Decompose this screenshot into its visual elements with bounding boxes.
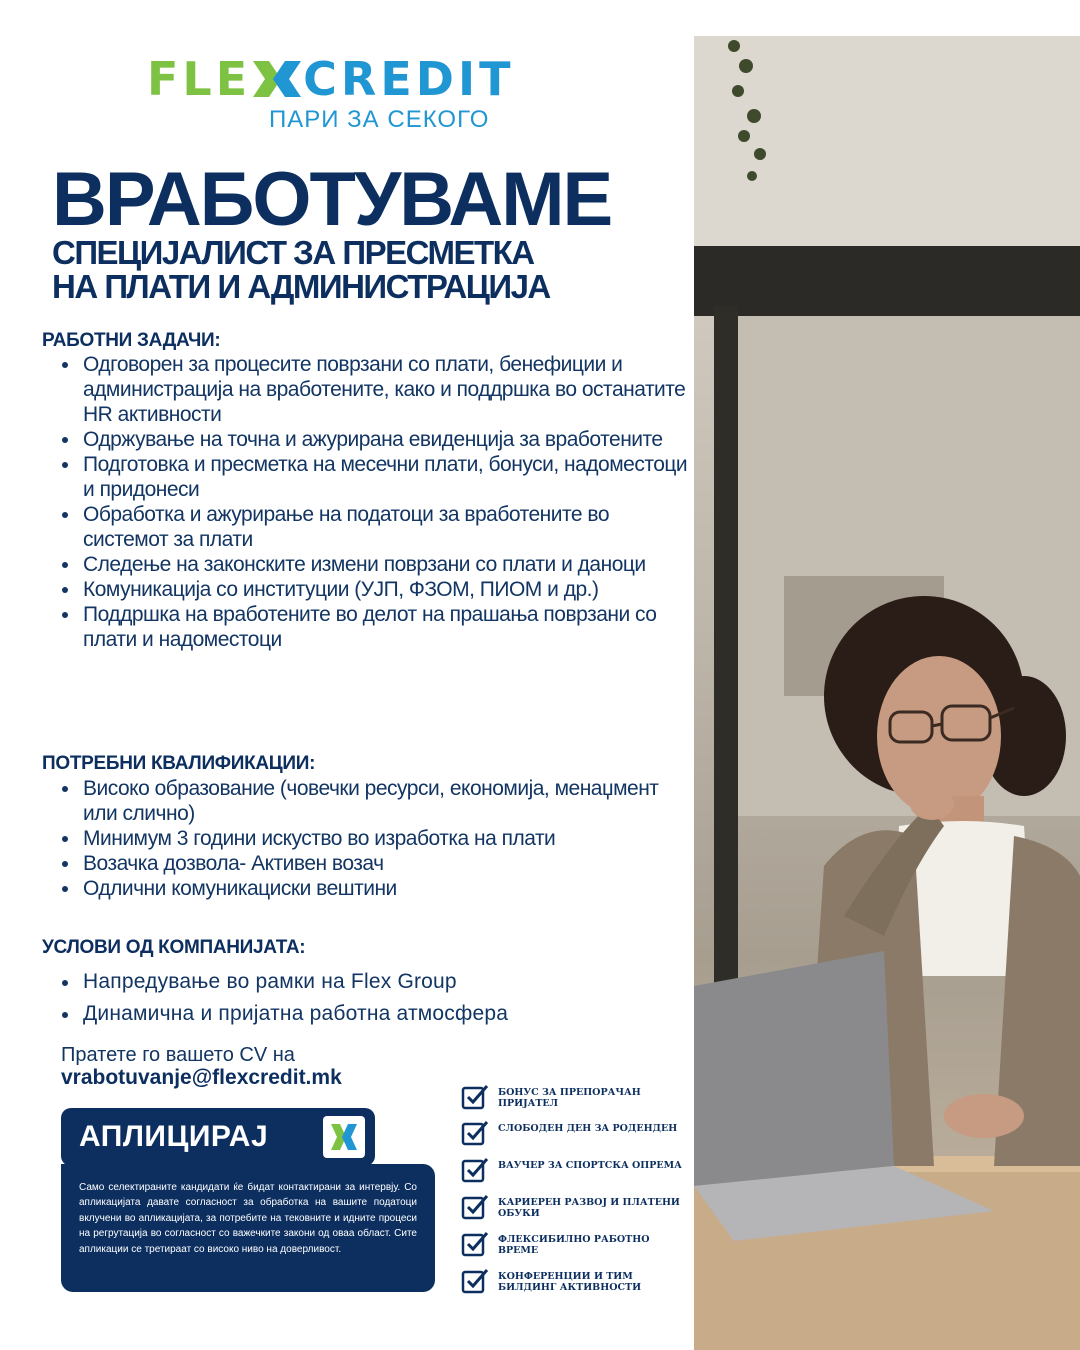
disclaimer-box bbox=[61, 1164, 435, 1292]
disclaimer-text: Само селектираните кандидати ќе бидат контактирани за интервју. Со апликацијата давате согласност за обработка на вашите податоци вклучени во апликацијата, за потребите на тековните и идните процеси на регрутација во согласност со важечките закони од оваа област. Сите апликации се третираат со високо ниво на доверливост. bbox=[79, 1182, 417, 1255]
flex-x-logo-icon bbox=[251, 59, 303, 99]
benefit-label: СЛОБОДЕН ДЕН ЗА РОДЕНДЕН bbox=[498, 1123, 678, 1134]
checkbox-check-icon bbox=[461, 1194, 489, 1220]
list-item: Одржување на точна и ажурирана евиденција за вработените bbox=[60, 427, 690, 452]
apply-button[interactable] bbox=[61, 1108, 375, 1166]
list-item: Динамична и пријатна работна атмосфера bbox=[60, 998, 690, 1030]
benefit-item bbox=[461, 1084, 691, 1118]
logo-wordmark bbox=[147, 52, 515, 106]
position-title-line1: СПЕЦИЈАЛИСТ ЗА ПРЕСМЕТКА bbox=[52, 234, 534, 271]
position-title-line2: НА ПЛАТИ И АДМИНИСТРАЦИЈА bbox=[52, 268, 550, 305]
woman-with-laptop-illustration bbox=[694, 36, 1080, 1350]
checkbox-check-icon bbox=[461, 1120, 489, 1146]
list-item: Напредување во рамки на Flex Group bbox=[60, 966, 690, 998]
logo-text-flex: FLE bbox=[147, 52, 252, 106]
list-item: Одговорен за процесите поврзани со плати, бенефиции и администрација на вработените, како и поддршка во останатите HR активности bbox=[60, 352, 690, 427]
tasks-list bbox=[60, 352, 690, 652]
benefit-item bbox=[461, 1120, 691, 1154]
apply-button-label: АПЛИЦИРАЈ bbox=[79, 1120, 269, 1153]
benefit-label: ФЛЕКСИБИЛНО РАБОТНО ВРЕМЕ bbox=[498, 1234, 650, 1256]
send-cv-text: Пратете го вашето CV на bbox=[61, 1044, 295, 1066]
checkbox-check-icon bbox=[461, 1084, 489, 1110]
office-photo bbox=[694, 36, 1080, 1350]
checkbox-check-icon bbox=[461, 1268, 489, 1294]
benefit-item bbox=[461, 1231, 691, 1265]
apply-logo-icon-box bbox=[323, 1116, 365, 1158]
list-item: Возачка дозвола- Активен возач bbox=[60, 851, 690, 876]
conditions-list bbox=[60, 966, 690, 1030]
benefit-label: БОНУС ЗА ПРЕПОРАЧАН ПРИЈАТЕЛ bbox=[498, 1087, 641, 1109]
list-item: Комуникација со институции (УЈП, ФЗОМ, ПИОМ и др.) bbox=[60, 577, 690, 602]
benefit-label: КОНФЕРЕНЦИИ И ТИМ БИЛДИНГ АКТИВНОСТИ bbox=[498, 1271, 642, 1293]
benefit-label: КАРИЕРЕН РАЗВОЈ И ПЛАТЕНИ ОБУКИ bbox=[498, 1197, 680, 1219]
benefit-item bbox=[461, 1157, 691, 1191]
logo-text-credit: CREDIT bbox=[303, 52, 515, 106]
list-item: Подготовка и пресметка на месечни плати, бонуси, надоместоци и придонеси bbox=[60, 452, 690, 502]
list-item: Поддршка на вработените во делот на прашања поврзани со плати и надоместоци bbox=[60, 602, 690, 652]
page-headline: ВРАБОТУВАМЕ bbox=[52, 157, 612, 242]
qualifications-title: ПОТРЕБНИ КВАЛИФИКАЦИИ: bbox=[42, 753, 316, 774]
logo-tagline: ПАРИ ЗА СЕКОГО bbox=[269, 106, 490, 133]
list-item: Следење на законските измени поврзани со плати и даноци bbox=[60, 552, 690, 577]
conditions-title: УСЛОВИ ОД КОМПАНИЈАТА: bbox=[42, 937, 306, 958]
list-item: Одлични комуникациски вештини bbox=[60, 876, 690, 901]
checkbox-check-icon bbox=[461, 1157, 489, 1183]
list-item: Високо образование (човечки ресурси, економија, менаџмент или слично) bbox=[60, 776, 690, 826]
contact-email-link[interactable]: vrabotuvanje@flexcredit.mk bbox=[61, 1066, 342, 1089]
position-title bbox=[52, 236, 550, 304]
flexcredit-logo bbox=[147, 52, 547, 135]
list-item: Обработка и ажурирање на податоци за вработените во системот за плати bbox=[60, 502, 690, 552]
benefit-label: ВАУЧЕР ЗА СПОРТСКА ОПРЕМА bbox=[498, 1160, 682, 1171]
benefit-item bbox=[461, 1268, 691, 1302]
flex-x-logo-icon bbox=[323, 1116, 365, 1158]
benefit-item bbox=[461, 1194, 691, 1228]
qualifications-list bbox=[60, 776, 690, 901]
checkbox-check-icon bbox=[461, 1231, 489, 1257]
list-item: Минимум 3 години искуство во изработка на плати bbox=[60, 826, 690, 851]
tasks-title: РАБОТНИ ЗАДАЧИ: bbox=[42, 330, 221, 351]
